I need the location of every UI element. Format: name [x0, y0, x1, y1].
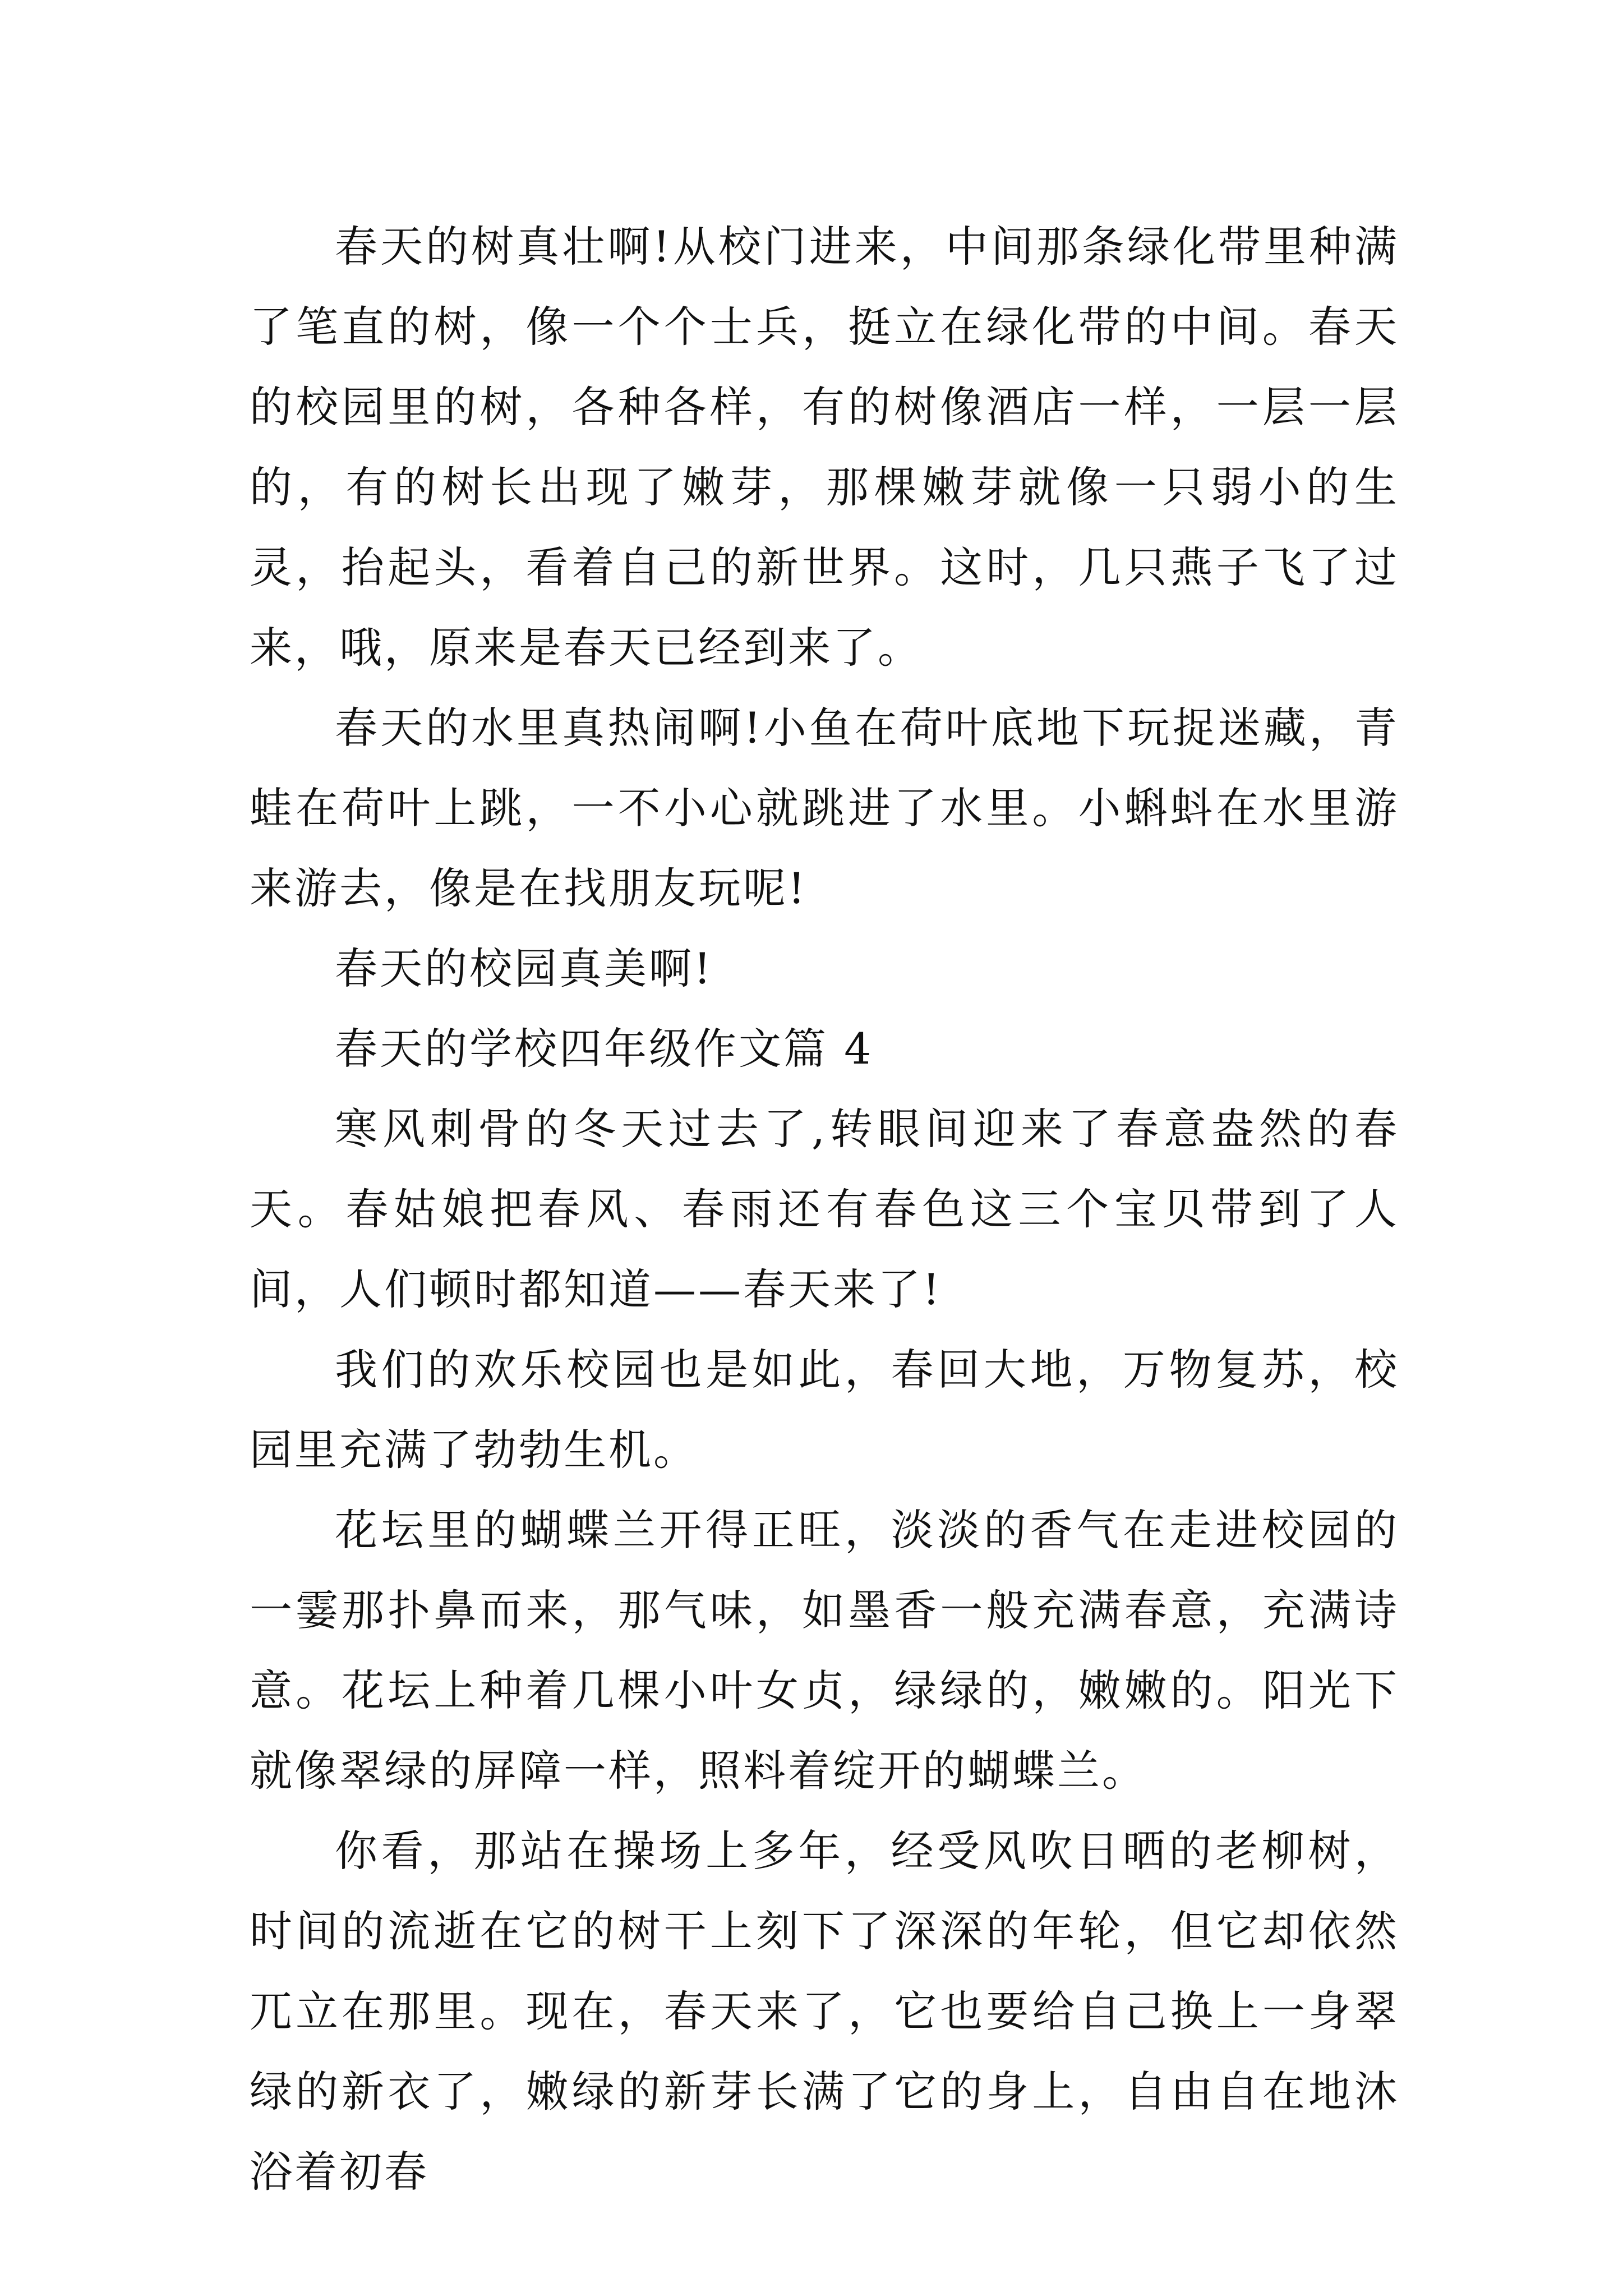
paragraph-winter-passed: 寒风刺骨的冬天过去了,转眼间迎来了春意盎然的春天。春姑娘把春风、春雨还有春色这三个宝贝带到了人间，人们顿时都知道——春天来了! [250, 1104, 1399, 1314]
paragraph-willow-tree: 你看，那站在操场上多年，经受风吹日晒的老柳树，时间的流逝在它的树干上刻下了深深的年轮，但它却依然兀立在那里。现在，春天来了，它也要给自己换上一身翠绿的新衣了，嫩绿的新芽长满了它的身上，自由自在地沐浴着初春 [250, 1826, 1399, 2197]
paragraph-trees: 春天的树真壮啊!从校门进来，中间那条绿化带里种满了笔直的树，像一个个士兵，挺立在绿化带的中间。春天的校园里的树，各种各样，有的树像酒店一样，一层一层的，有的树长出现了嫩芽，那棵嫩芽就像一只弱小的生灵，抬起头，看着自己的新世界。这时，几只燕子飞了过来，哦，原来是春天已经到来了。 [250, 222, 1399, 673]
paragraph-happy-campus: 我们的欢乐校园也是如此，春回大地，万物复苏，校园里充满了勃勃生机。 [250, 1345, 1399, 1475]
paragraph-flower-bed: 花坛里的蝴蝶兰开得正旺，淡淡的香气在走进校园的一霎那扑鼻而来，那气味，如墨香一般充满春意，充满诗意。花坛上种着几棵小叶女贞，绿绿的，嫩嫩的。阳光下就像翠绿的屏障一样，照料着绽开的蝴蝶兰。 [250, 1505, 1399, 1796]
essay-heading: 春天的学校四年级作文篇 4 [335, 1024, 874, 1074]
paragraph-water: 春天的水里真热闹啊!小鱼在荷叶底地下玩捉迷藏，青蛙在荷叶上跳，一不小心就跳进了水里。小蝌蚪在水里游来游去，像是在找朋友玩呢! [250, 703, 1399, 913]
paragraph-campus-beautiful: 春天的校园真美啊! [335, 944, 713, 993]
document-body [250, 206, 1399, 2212]
